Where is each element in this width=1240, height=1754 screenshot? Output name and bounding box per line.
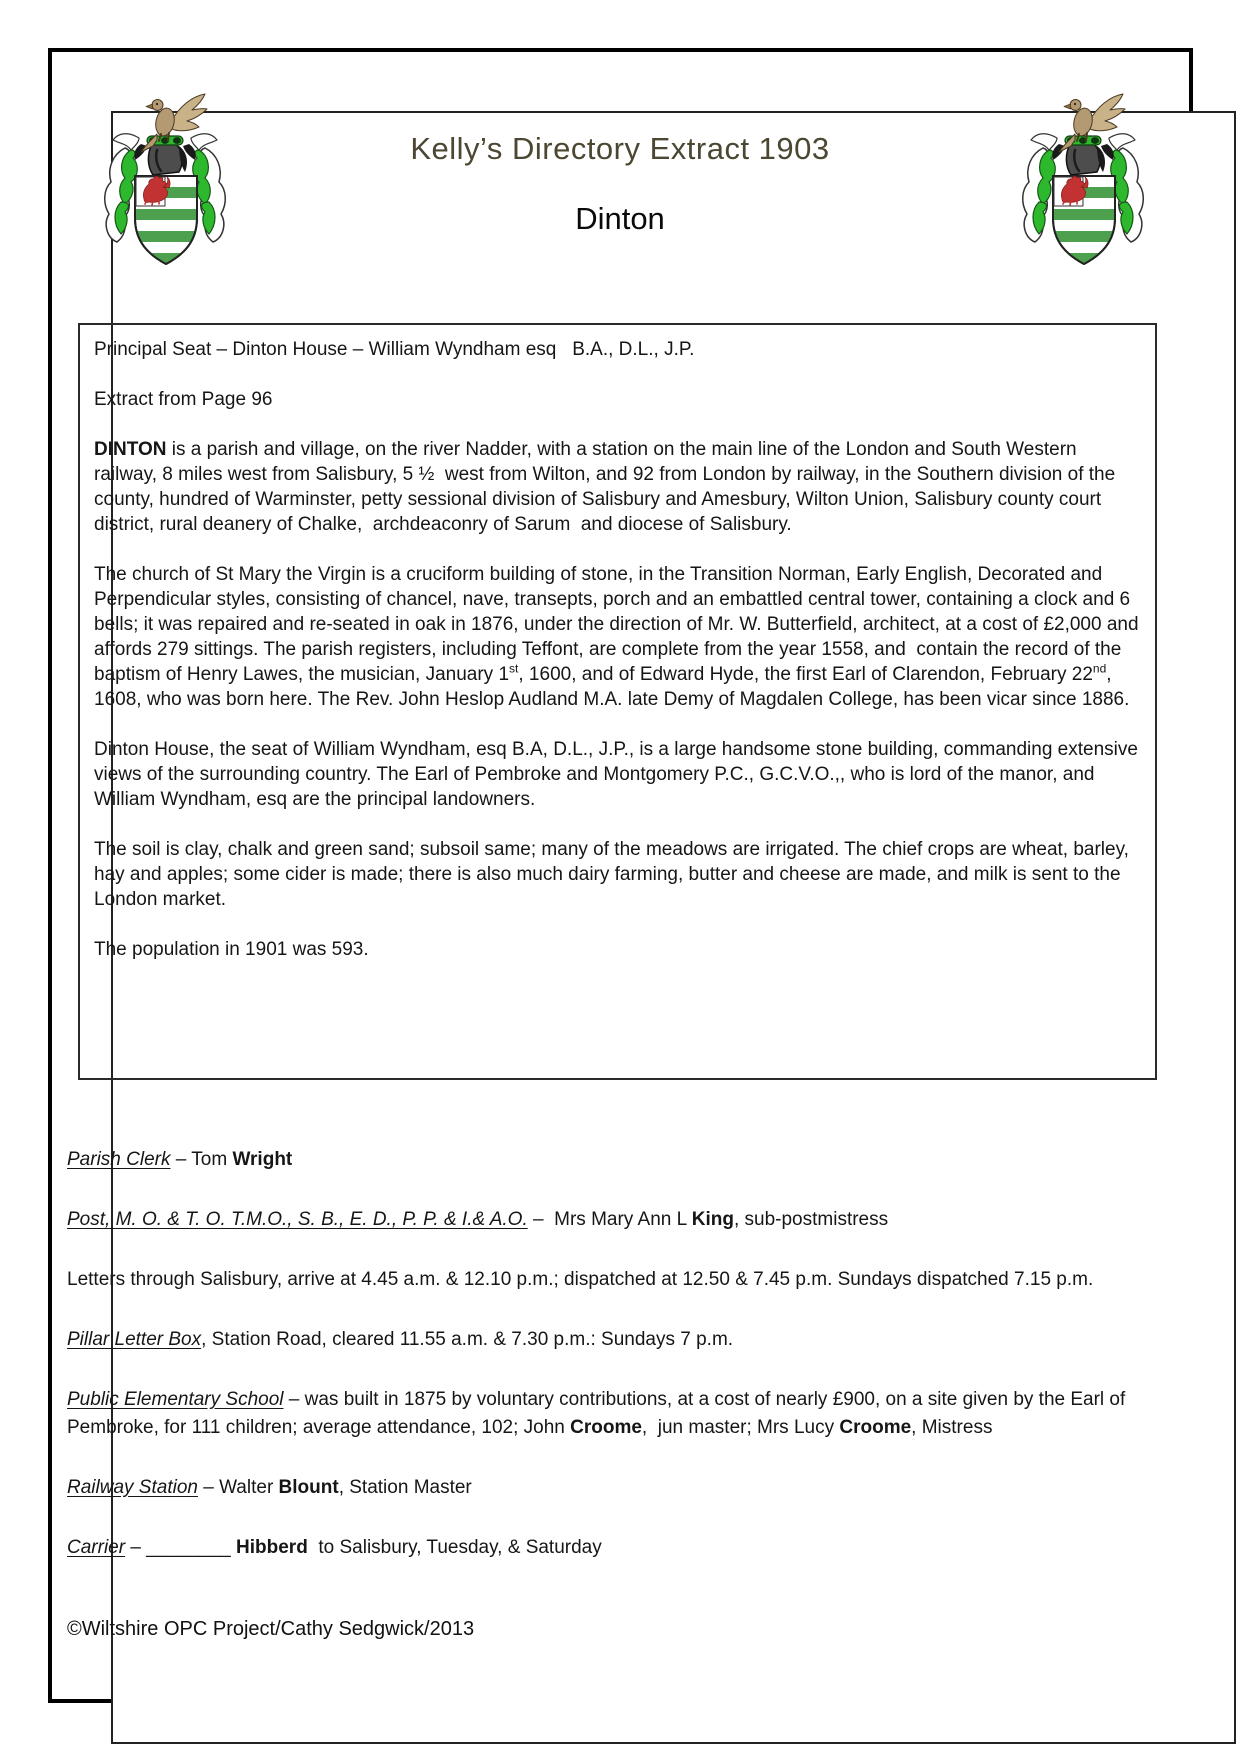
extract-page-line: Extract from Page 96 [94,389,273,410]
entry-heading: Parish Clerk [67,1149,171,1170]
entry-heading: Post, M. O. & T. O. T.M.O., S. B., E. D., P. P. & I.& A.O. [67,1209,528,1230]
dinton-house-paragraph: Dinton House, the seat of William Wyndham, esq B.A, D.L., J.P., is a large handsome stone building, commanding extensive views of the surrounding country. The Earl of Pembroke and Montgomery P.C., G.C.V.O.,, who is lord of the manor, and William Wyndham, esq are the principal landowners. [94,739,1144,810]
population-line: The population in 1901 was 593. [94,939,369,960]
surname-bold: King [691,1209,734,1230]
surname-bold: Hibberd [236,1537,308,1558]
surname-bold: Wright [232,1149,293,1170]
entry-railway-station: Railway Station – Walter Blount, Station Master [67,1477,472,1498]
surname-bold: Croome [570,1417,642,1438]
entry-heading: Public Elementary School [67,1389,284,1410]
entry-heading: Pillar Letter Box [67,1329,202,1350]
entry-heading: Carrier [67,1537,126,1558]
entry-post-office: Post, M. O. & T. O. T.M.O., S. B., E. D., P. P. & I.& A.O. – Mrs Mary Ann L King, sub-postmistress [67,1209,889,1230]
page-title: Kelly’s Directory Extract 1903 [410,131,830,166]
ordinal-superscript: nd [1092,661,1107,676]
entry-pillar-letter-box: Pillar Letter Box, Station Road, cleared 11.55 a.m. & 7.30 p.m.: Sundays 7 p.m. [67,1329,734,1350]
directory-entries [67,1146,1180,1594]
entry-carrier: Carrier – ________ Hibberd to Salisbury, Tuesday, & Saturday [67,1537,602,1558]
surname-bold: Croome [839,1417,912,1438]
parish-name-bold: DINTON [94,439,167,460]
soil-paragraph: The soil is clay, chalk and green sand; subsoil same; many of the meadows are irrigated. The chief crops are wheat, barley, hay and apples; some cider is made; there is also much dairy farming, butter and cheese are made, and milk is sent to the London market. [94,839,1135,910]
entry-letters: Letters through Salisbury, arrive at 4.45 a.m. & 12.10 p.m.; dispatched at 12.50 & 7.45 p.m. Sundays dispatched 7.15 p.m. [67,1269,1094,1290]
church-paragraph: The church of St Mary the Virgin is a cruciform building of stone, in the Transition Norman, Early English, Decorated and Perpendicular styles, consisting of chancel, nave, transepts, porch and an embattled central tower, containing a clock and 6 bells; it was repaired and re-seated in oak in 1876, under the direction of Mr. W. Butterfield, architect, at a cost of £2,000 and affords 279 sittings. The parish registers, including Teffont, are complete from the year 1558, and contain the record of the baptism of Henry Lawes, the musician, January 1st, 1600, and of Edward Hyde, the first Earl of Clarendon, February 22nd, 1608, who was born here. The Rev. John Heslop Audland M.A. late Demy of Magdalen College, has been vicar since 1886. [94,564,1144,710]
parish-description-paragraph: DINTON is a parish and village, on the river Nadder, with a station on the main line of the London and South Western railway, 8 miles west from Salisbury, 5 ½ west from Wilton, and 92 from London by railway, in the Southern division of the county, hundred of Warminster, petty sessional division of Salisbury and Amesbury, Wilton Union, Salisbury county court district, rural deanery of Chalke, archdeaconry of Sarum and diocese of Salisbury. [94,439,1121,535]
page-subtitle: Dinton [575,201,665,236]
entry-parish-clerk: Parish Clerk – Tom Wright [67,1149,293,1170]
entry-school: Public Elementary School – was built in 1875 by voluntary contributions, at a cost of nearly £900, on a site given by the Earl of Pembroke, for 111 children; average attendance, 102; John Croome, jun master; Mrs Lucy Croome, Mistress [67,1389,1131,1438]
copyright-footer: ©Wiltshire OPC Project/Cathy Sedgwick/2013 [67,1618,475,1640]
extract-box [78,323,1157,1080]
surname-bold: Blount [278,1477,339,1498]
coat-of-arms-icon [95,84,235,274]
principal-seat-line: Principal Seat – Dinton House – William Wyndham esq B.A., D.L., J.P. [94,339,695,360]
entry-heading: Railway Station [67,1477,198,1498]
coat-of-arms-icon [1013,84,1153,274]
ordinal-superscript: st [509,661,519,676]
